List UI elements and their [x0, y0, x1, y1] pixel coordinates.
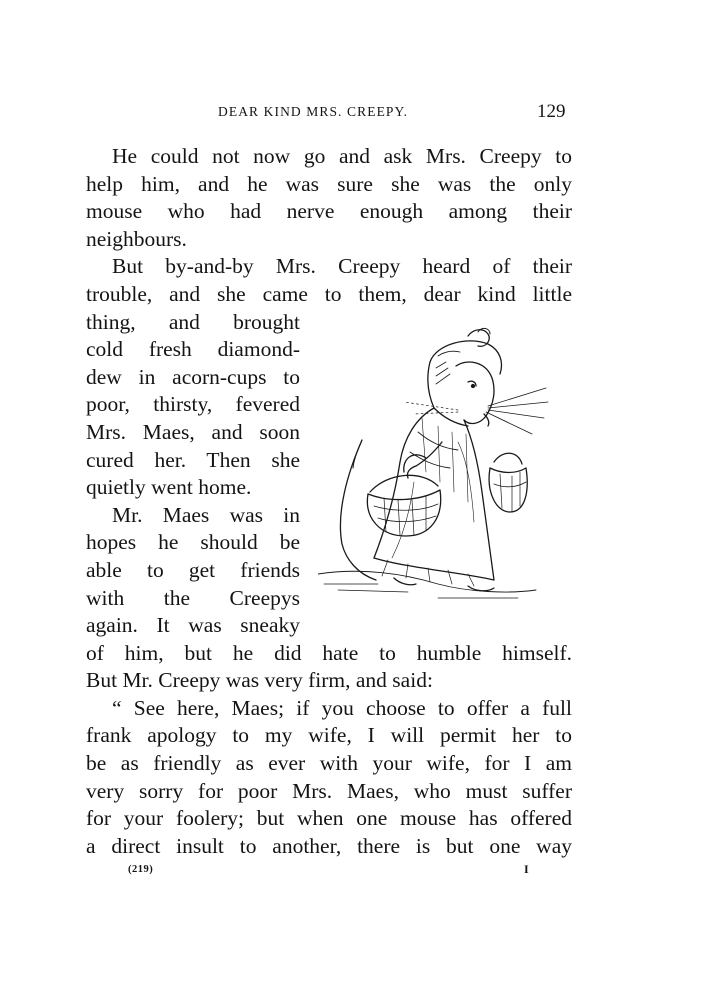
text-line: a direct insult to another, there is but one way	[86, 833, 572, 858]
text-line: cured her. Then she	[86, 447, 300, 472]
text-line: for your foolery; but when one mouse has offered	[86, 806, 572, 831]
text-line: be as friendly as ever with your wife, for I am	[86, 751, 572, 776]
text-line: poor, thirsty, fevered	[86, 392, 300, 417]
text-line: dew in acorn-cups to	[86, 364, 300, 389]
text-line: Mr. Maes was in	[112, 502, 300, 527]
text-line: help him, and he was sure she was the only	[86, 171, 572, 196]
signature-letter: I	[524, 862, 529, 876]
text-line: thing, and brought	[86, 309, 300, 334]
text-line: But by-and-by Mrs. Creepy heard of their	[112, 254, 572, 279]
text-line: He could not now go and ask Mrs. Creepy to	[112, 144, 572, 168]
mouse-lady-with-baskets-illustration	[318, 322, 550, 612]
text-line: “ See here, Maes; if you choose to offer a full	[112, 695, 572, 720]
text-line: able to get friends	[86, 557, 300, 582]
text-line: hopes he should be	[86, 530, 300, 555]
text-line: cold fresh diamond-	[86, 337, 300, 362]
text-line: again. It was sneaky	[86, 613, 300, 638]
page-number: 129	[537, 101, 566, 122]
text-line: Mrs. Maes, and soon	[86, 419, 300, 444]
running-head-title: DEAR KIND MRS. CREEPY.	[218, 104, 409, 119]
text-line: trouble, and she came to them, dear kind little	[86, 281, 572, 306]
text-line: neighbours.	[86, 226, 187, 251]
signature-mark: (219)	[128, 864, 154, 875]
text-line: mouse who had nerve enough among their	[86, 199, 572, 224]
text-line: But Mr. Creepy was very firm, and said:	[86, 668, 433, 693]
text-line: very sorry for poor Mrs. Maes, who must suffer	[86, 778, 572, 803]
text-line: with the Creepys	[86, 585, 300, 610]
text-line: of him, but he did hate to humble himself.	[86, 640, 572, 665]
text-line: frank apology to my wife, I will permit her to	[86, 723, 572, 748]
text-line: quietly went home.	[86, 475, 252, 500]
